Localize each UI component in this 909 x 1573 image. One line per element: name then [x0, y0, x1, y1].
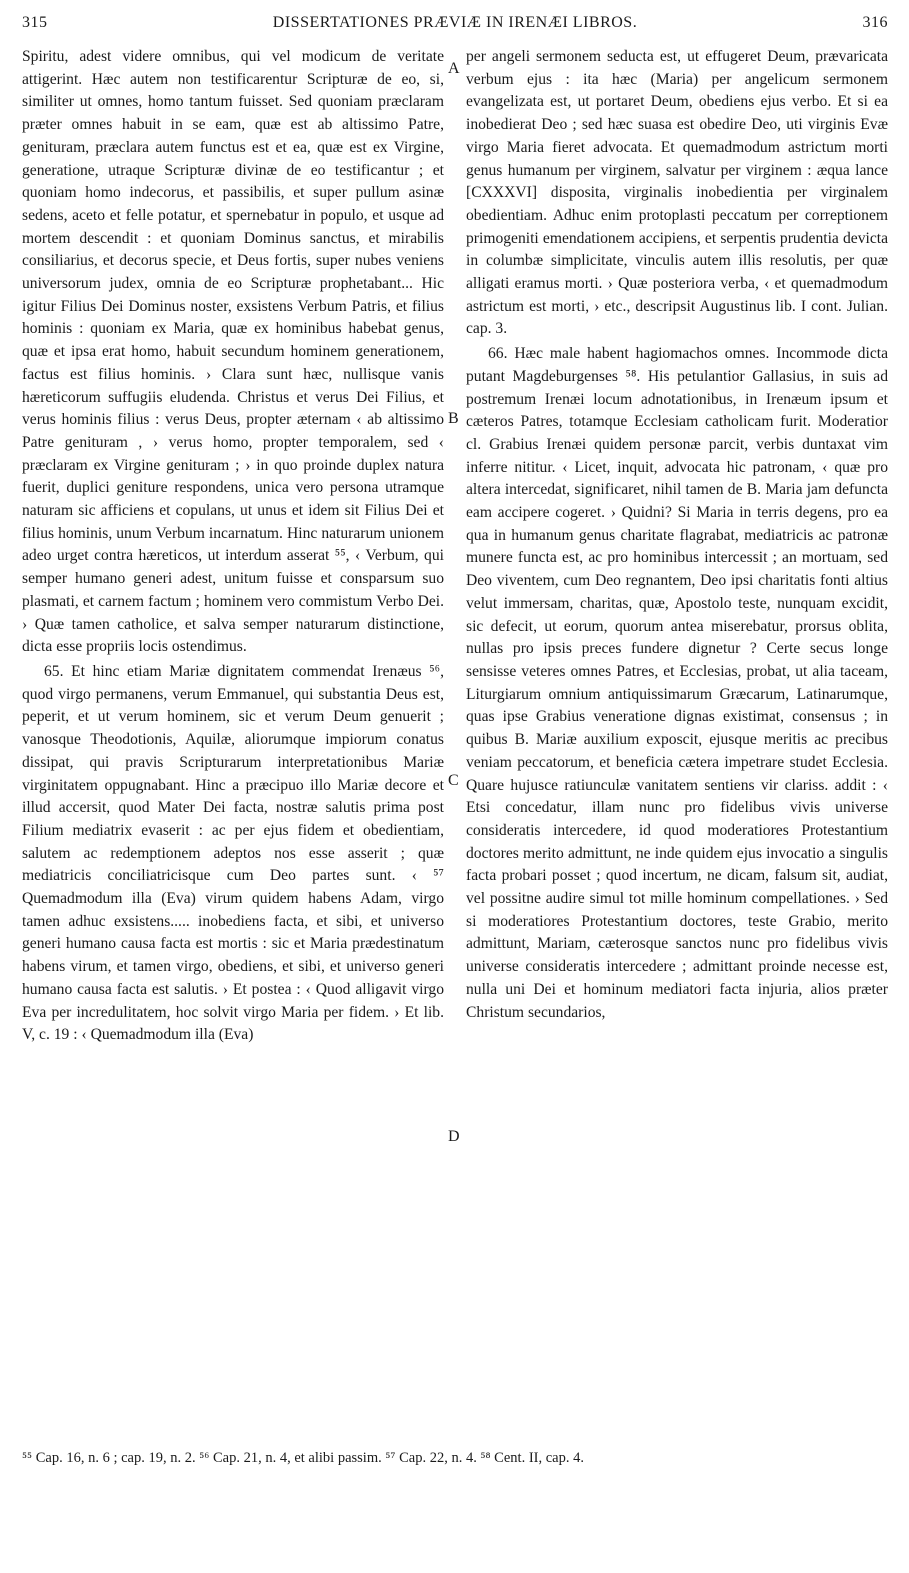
- left-column: [22, 46, 444, 1047]
- right-paragraph-1: per angeli sermonem seducta est, ut effugeret Deum, prævaricata verbum ejus : ita hæc (Maria) per angelicum sermonem evangelizata est, ut portaret Deum, obediens ejus verbo. Et si ea inobedierat Deo ; sed hæc suasa est obedire Deo, uti virginis Evæ virgo Maria fieret advocata. Et quemadmodum astrictum morti genus humanum per virginem, salvatur per virginem : æqua lance [CXXXVI] disposita, virginalis inobedientia per virginalem obedientiam. Adhuc enim protoplasti peccatum per correptionem primogeniti emendationem accipiens, et serpentis prudentia devicta in columbæ simplicitate, vinculis autem illis resolutis, per quæ alligati eramus morti. › Quæ posteriora verba, ‹ et quemadmodum astrictum est morti, › etc., descripsit Augustinus lib. I cont. Julian. cap. 3.: [466, 48, 888, 338]
- left-paragraph-2: 65. Et hinc etiam Mariæ dignitatem commendat Irenæus ⁵⁶, quod virgo permanens, verum Emmanuel, qui substantia Deus est, peperit, et ut verum hominem, sic et verum Deum genuerit ; vanosque Theodotionis, Aquilæ, aliorumque impiorum conatus dissipat, qui pravis Scripturarum interpretationibus Mariæ virginitatem oppugnabant. Hinc a præcipuo illo Mariæ decore et illud accersit, quod Mater Dei facta, nostræ salutis prima post Filium mediatrix evaserit : ac per ejus fidem et obedientiam, salutem ac redemptionem adeptos nos esse asserit ; quæ mediatricis conciliatricisque cum Deo partes sunt. ‹ ⁵⁷ Quemadmodum illa (Eva) virum quidem habens Adam, virgo tamen adhuc exsistens..... inobediens facta, et sibi, et universo generi humano causa facta est mortis : sic et Maria prædestinatum habens virum, et tamen virgo, obediens, et sibi, et universo generi humano causa facta est salutis. › Et postea : ‹ Quod alligavit virgo Eva per incredulitatem, hoc solvit virgo Maria per fidem. › Et lib. V, c. 19 : ‹ Quemadmodum illa (Eva): [22, 662, 444, 1044]
- margin-marker-a: A: [448, 60, 460, 77]
- margin-marker-d: D: [448, 1128, 460, 1145]
- right-paragraph-2: 66. Hæc male habent hagiomachos omnes. Incommode dicta putant Magdeburgenses ⁵⁸. His petulantior Gallasius, in suis ad postremum Irenæi locum adnotationibus, in Irenæum ipsum et cæteros Patres, totamque Ecclesiam catholicam furit. Moderatior cl. Grabius Irenæi quidem personæ parcit, verbis duntaxat vim inferre nititur. ‹ Licet, inquit, advocata hic patronam, ‹ quæ pro altera intercedat, significaret, nihil tamen de B. Maria jam defuncta eam accipere cogeret. › Quidni? Si Maria in terris degens, pro ea qua in humanum genus charitate flagrabat, mediatricis ac patronæ munere functa est, ac pro hominibus intercessit ; an mortuam, sed Deo viventem, cum Deo regnantem, Deo ipsi charitatis fonti altius velut immersam, charitas, quæ, Apostolo teste, nunquam excidit, sic defecit, ut eorum, quorum antea miserebatur, prorsus oblita, nullas pro ipsis preces fundere dignetur ? Certe secus longe sensisse veteres omnes Patres, et Ecclesias, probat, ut alia taceam, Liturgiarum omnium antiquissimarum Græcarum, Latinarumque, quas ipse Grabius veneratione dignas existimat, consensus ; in quibus B. Mariæ auxilium exposcit, ejusque meritis ac precibus veniam peccatorum, et beneficia cætera impetrare studet Ecclesia. Quare hujusce ratiunculæ vanitatem sentiens vir clariss. addit : ‹ Etsi concedatur, illam nunc pro fidelibus vivis universe consideratis intercedere, id quod moderatiores Protestantium doctores merito admittunt, ne inde quidem ejus invocatio a singulis facta probari posset ; quod incertum, ne dicam, falsum sit, audiat, vel possitne audire simul tot mille hominum compellationes. › Sed si moderatiores Protestantium doctores, teste Grabio, merito admittunt, Mariam, cæterosque sanctos nunc pro fidelibus vivis universe consideratis intercedere ; admittant proinde necesse est, nulla uni Dei et hominum mediatori facta injuria, alios præter Christum secundarios,: [466, 345, 888, 1021]
- margin-marker-c: C: [448, 772, 459, 789]
- right-column: [466, 46, 888, 1024]
- left-paragraph-1: Spiritu, adest videre omnibus, qui vel modicum de veritate attigerint. Hæc autem non testificarentur Scripturæ de eo, si, similiter ut omnes, homo tantum fuisset. Sed quoniam præclaram præter omnes habuit in se eam, quæ est ab altissimo Patre, genituram, præclara autem functus est et ea, quæ est ex Virgine, generatione, utraque Scripturæ divinæ de eo testificantur ; et quoniam homo indecorus, et passibilis, et super pullum asinæ sedens, aceto et felle potatur, et spernebatur in populo, et usque ad mortem descendit : et quoniam Dominus sanctus, et mirabilis consiliarius, et decorus specie, et Deus fortis, super nubes veniens universorum judex, omnia de eo Scripturæ prophetabant... Hic igitur Filius Dei Dominus noster, exsistens Verbum Patris, et filius hominis : quoniam ex Maria, quæ ex hominibus habebat genus, quæ et ipsa erat homo, habuit secundum hominem generationem, factus est filius hominis. › Clara sunt hæc, nullisque vanis hæreticorum suffugiis eludenda. Christus et verus Dei Filius, et verus hominis filius : verus Deus, propter æternam ‹ ab altissimo Patre genituram , › verus homo, propter temporalem, sed ‹ præclaram ex Virgine genituram ; › in quo proinde duplex natura fuerit, duplici geniture respondens, unica vero persona utramque naturam sic afficiens et copulans, ut unus et idem sit Filius Dei et filius hominis, unum Verbum incarnatum. Hinc naturarum unionem adeo urget contra hæreticos, ut interdum asserat ⁵⁵, ‹ Verbum, qui semper humano generi adest, unitum fuisse et consparsum suo plasmati, et carnem factum ; hominem vero commistum Verbo Dei. › Quæ tamen catholice, et salva semper naturarum distinctione, dicta esse propriis locis ostendimus.: [22, 48, 444, 656]
- running-header: [22, 14, 888, 40]
- footnotes: ⁵⁵ Cap. 16, n. 6 ; cap. 19, n. 2. ⁵⁶ Cap. 21, n. 4, et alibi passim. ⁵⁷ Cap. 22, n. 4. ⁵⁸ Cent. II, cap. 4.: [22, 1450, 584, 1466]
- margin-marker-b: B: [448, 410, 459, 427]
- page-number-right: 316: [862, 14, 888, 31]
- page-number-left: 315: [22, 14, 48, 31]
- running-title: DISSERTATIONES PRÆVIÆ IN IRENÆI LIBROS.: [272, 14, 638, 31]
